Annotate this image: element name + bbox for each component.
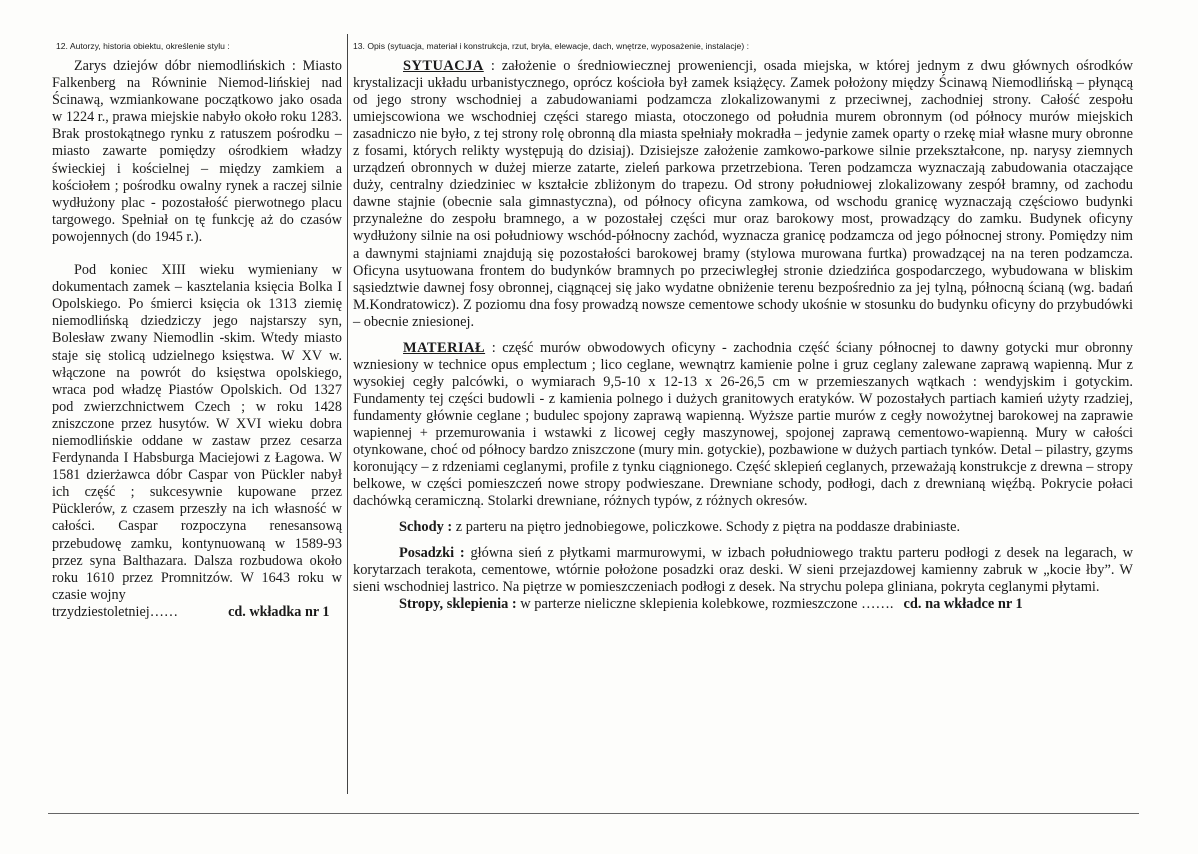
schody-label: Schody : — [399, 519, 453, 536]
material-label: MATERIAŁ — [403, 339, 486, 356]
material-paragraph — [353, 340, 1133, 510]
posadzki-text: główna sień z płytkami marmurowymi, w izbach południowego traktu parteru podłogi z desek na legarach, w korytarzach terakota, cementowe, wtórnie położone posadzki oraz deski. W sieni przejazdowej kamienny zabruk w „kocie łby”. W sieni wschodniej lastrico. Na piętrze w pomieszczeniach podłogi z desek. Na strychu polepa gliniana, pokryta ceglanymi płytami. — [353, 545, 1133, 596]
sytuacja-text: : założenie o średniowiecznej proweniencji, osada miejska, w której jednym z dwu głównych ośrodków krystalizacji układu urbanistycznego, oprócz kościoła był zamek książęcy. Zamek położony między Ścinawą Niemodlińską – płynącą od jego strony wschodniej a zabudowaniami podzamcza zlokalizowanymi z przeciwnej, zachodniej strony. Całość zespołu umiejscowiona we wschodniej części starego miasta, otoczonego od południa murem obronnym (od północy murów miejskich zasadniczo nie było, z tej strony rolę obronną dla miasta spełniały mokradła – jedynie zamek oparty o rzekę miał własne mury obronne z fosami, których relikty występują do dzisiaj). Dzisiejsze założenie zamkowo-parkowe silnie przekształcone, np. narysy ziemnych urządzeń obronnych w dużej mierze zatarte, zieleń parkowa przetrzebiona. Teren podzamcza wyznaczają zabudowania otaczające duży, centralny dziedziniec w kształcie zbliżonym do trapezu. Od strony południowej zlokalizowany zespół bramny, od zachodu dawne stajnie (obecnie sala gimnastyczna), od północy oficyna zamkowa, od wschodu granicę wyznaczają częściowo budynki przynależne do zespołu bramnego, a w pozostałej części mur oraz barokowy most, prowadzący do zamku. Budynek oficyny wydłużony silnie na osi południowy wschód-północny zachód, wyznacza granicę podzamcza od jego północnej strony. Pomiędzy nim a dawnymi stajniami znajdują się pozostałości barokowej bramy (stylowa murowana furtka) prowadzącej na na teren podzamcza. Oficyna usytuowana frontem do budynków bramnych po przeciwległej stronie dziedzińca gospodarczego, wybudowana w bliskim sąsiedztwie dawnej fosy obronnej, ciągnącej się jako wydatne obniżenie terenu bezpośrednio za jej tylną, północną ścianą (wg. badań M.Kondratowicz). Z poziomu dna fosy prowadzą nowsze cementowe schody ukośnie w stosunku do budynku oficyny do przybudówki – obecnie zniesionej. — [353, 58, 1133, 330]
column-divider — [347, 34, 348, 794]
stropy-paragraph — [353, 596, 1133, 613]
material-text: : część murów obwodowych oficyny - zachodnia część ściany północnej to dawny gotycki mur obronny wzniesiony w technice opus emplectum ; lico ceglane, wewnątrz kamienie polne i gruz ceglany zalewane zaprawą wapienną. Mur z wysokiej cegły palcówki, o wymiarach 9,5-10 x 12-13 x 26-26,5 cm w przemieszanych wątkach : wendyjskim i gotyckim. Fundamenty tej części budowli - z kamienia polnego i dużych granitowych eratyków. W pozostałych partiach kamień użyty rzadziej, fundamenty głównie ceglane ; budulec spojony zaprawą wapienną. Wyższe partie murów z cegły nowożytnej barokowej na zaprawie wapiennej + przemurowania i wstawki z licowej cegły maszynowej, spojonej zaprawą cementowo-wapienną. Mury w całości otynkowane, choć od północy bardzo zniszczone (mury min. gotyckie), pozbawione w dużych partiach tynków. Detal – pilastry, gzyms koronujący – z rdzeniami ceglanymi, profile z tynku ciągnionego. Część sklepień ceglanych, przeważają konstrukcje z drewna – stropy belkowe, w części pomieszczeń nowe stropy podwieszane. Drewniane schody, podłogi, dach z drewnianą więźbą. Pokrycie połaci dachówką ceramiczną. Stolarki drewniane, różnych typów, z różnych okresów. — [353, 339, 1133, 510]
history-last-line — [52, 604, 342, 621]
posadzki-paragraph — [353, 545, 1133, 596]
history-paragraph-1: Zarys dziejów dóbr niemodlińskich : Miasto Falkenberg na Równinie Niemod-lińskiej nad Ścinawą, wzmiankowane początkowo jako osada w 1224 r., prawa miejskie nabyło około roku 1283. Brak prostokątnego rynku z ratuszem pośrodku – miasto zawarte pomiędzy ośrodkiem władzy świeckiej i kościelnej – między zamkiem a kościołem ; pośrodku owalny rynek a raczej silnie wydłużony plac - pozostałość pierwotnego placu targowego. Spełniał on tę funkcję aż do czasów powojennych (do 1945 r.). — [52, 58, 342, 245]
sytuacja-paragraph — [353, 58, 1133, 331]
stropy-label: Stropy, sklepienia : — [399, 596, 517, 613]
history-heading: 12. Autorzy, historia obiektu, określenie stylu : — [56, 41, 230, 51]
history-paragraph-2-text: Pod koniec XIII wieku wymieniany w dokumentach zamek – kasztelania księcia Bolka I Opolskiego. Po śmierci księcia ok 1313 ziemię niemodlińską dziedziczy jego najstarszy syn, Bolesław zwany Niemodlin -skim. Wtedy miasto staje się stolicą udzielnego księstwa. W XV w. włączone na powrót do księstwa opolskiego, wraca pod władzę Piastów Opolskich. Od 1327 pod zwierzchnictwem Czech ; w roku 1428 zniszczone przez husytów. W XVI wieku dobra niemodlińskie oddane w zastaw przez cesarza Ferdynanda I Habsburga Maciejowi z Łagowa. W 1581 dzierżawca dóbr Caspar von Pückler nabył ich część ; sukcesywnie kupowane przez Pücklerów, z czasem przeszły na ich własność w całości. Caspar rozpoczyna renesansową przebudowę zamku, kontynuowaną w 1589-93 przez syna Balthazara. Dalsza rozbudowa około roku 1610 przez Promnitzów. W 1643 roku w czasie wojny — [52, 262, 342, 603]
history-continuation-ref: cd. wkładka nr 1 — [228, 603, 330, 620]
history-column — [52, 40, 342, 621]
history-last-line-text: trzydziestoletniej…… — [52, 603, 179, 620]
posadzki-label: Posadzki : — [399, 545, 465, 562]
schody-paragraph — [353, 519, 1133, 536]
stropy-text: w parterze nieliczne sklepienia kolebkowe, rozmieszczone ……. — [516, 596, 894, 613]
schody-text: z parteru na piętro jednobiegowe, policzkowe. Schody z piętra na poddasze drabiniaste. — [452, 519, 961, 536]
description-continuation-ref: cd. na wkładce nr 1 — [903, 596, 1023, 613]
history-paragraph-2 — [52, 262, 342, 604]
description-heading: 13. Opis (sytuacja, materiał i konstrukcja, rzut, bryła, elewacje, dach, wnętrze, wyposażenie, instalacje) : — [353, 41, 749, 51]
description-column — [353, 40, 1133, 613]
sytuacja-label: SYTUACJA — [403, 58, 484, 74]
